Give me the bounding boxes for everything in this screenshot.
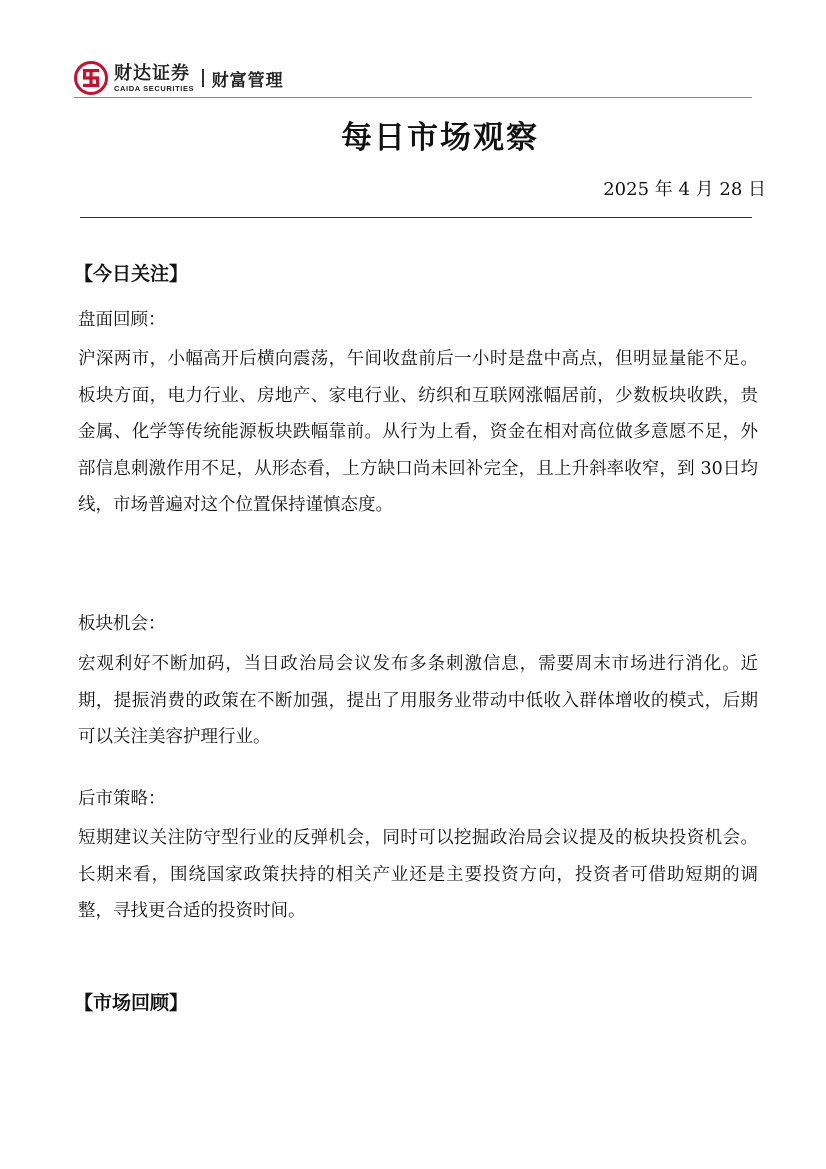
section-heading-today-focus: 【今日关注】 [74, 263, 189, 285]
division-name: 财富管理 [211, 70, 284, 91]
company-name-cn: 财达证券 [114, 62, 190, 84]
subheading-strategy: 后市策略： [78, 789, 166, 809]
section-heading-market-review: 【市场回顾】 [74, 992, 189, 1014]
paragraph-strategy: 短期建议关注防守型行业的反弹机会，同时可以挖掘政治局会议提及的板块投资机会。长期来看，围绕国家政策扶持的相关产业还是主要投资方向，投资者可借助短期的调整，寻找更合适的投资时间。 [78, 828, 758, 921]
logo-text [114, 64, 194, 93]
header-rule [74, 97, 752, 98]
page-title: 每日市场观察 [341, 120, 539, 156]
company-name-en: CAIDA SECURITIES [114, 83, 195, 93]
subheading-opportunity: 板块机会： [78, 614, 166, 634]
date-rule [80, 217, 752, 218]
subheading-review: 盘面回顾： [78, 310, 166, 330]
company-logo [74, 58, 284, 98]
paragraph-review: 沪深两市，小幅高开后横向震荡，午间收盘前后一小时是盘中高点，但明显量能不足。板块方面，电力行业、房地产、家电行业、纺织和互联网涨幅居前，少数板块收跌，贵金属、化学等传统能源板块跌幅靠前。从行为上看，资金在相对高位做多意愿不足，外部信息刺激作用不足，从形态看，上方缺口尚未回补完全，且上升斜率收窄，到 30日均线，市场普遍对这个位置保持谨慎态度。 [78, 349, 758, 515]
paragraph-opportunity: 宏观利好不断加码，当日政治局会议发布多条刺激信息，需要周末市场进行消化。近期，提振消费的政策在不断加强，提出了用服务业带动中低收入群体增收的模式，后期可以关注美容护理行业。 [78, 654, 758, 747]
logo-divider [202, 69, 204, 87]
report-date: 2025 年 4 月 28 日 [603, 179, 766, 200]
caida-logo-icon [74, 61, 108, 95]
